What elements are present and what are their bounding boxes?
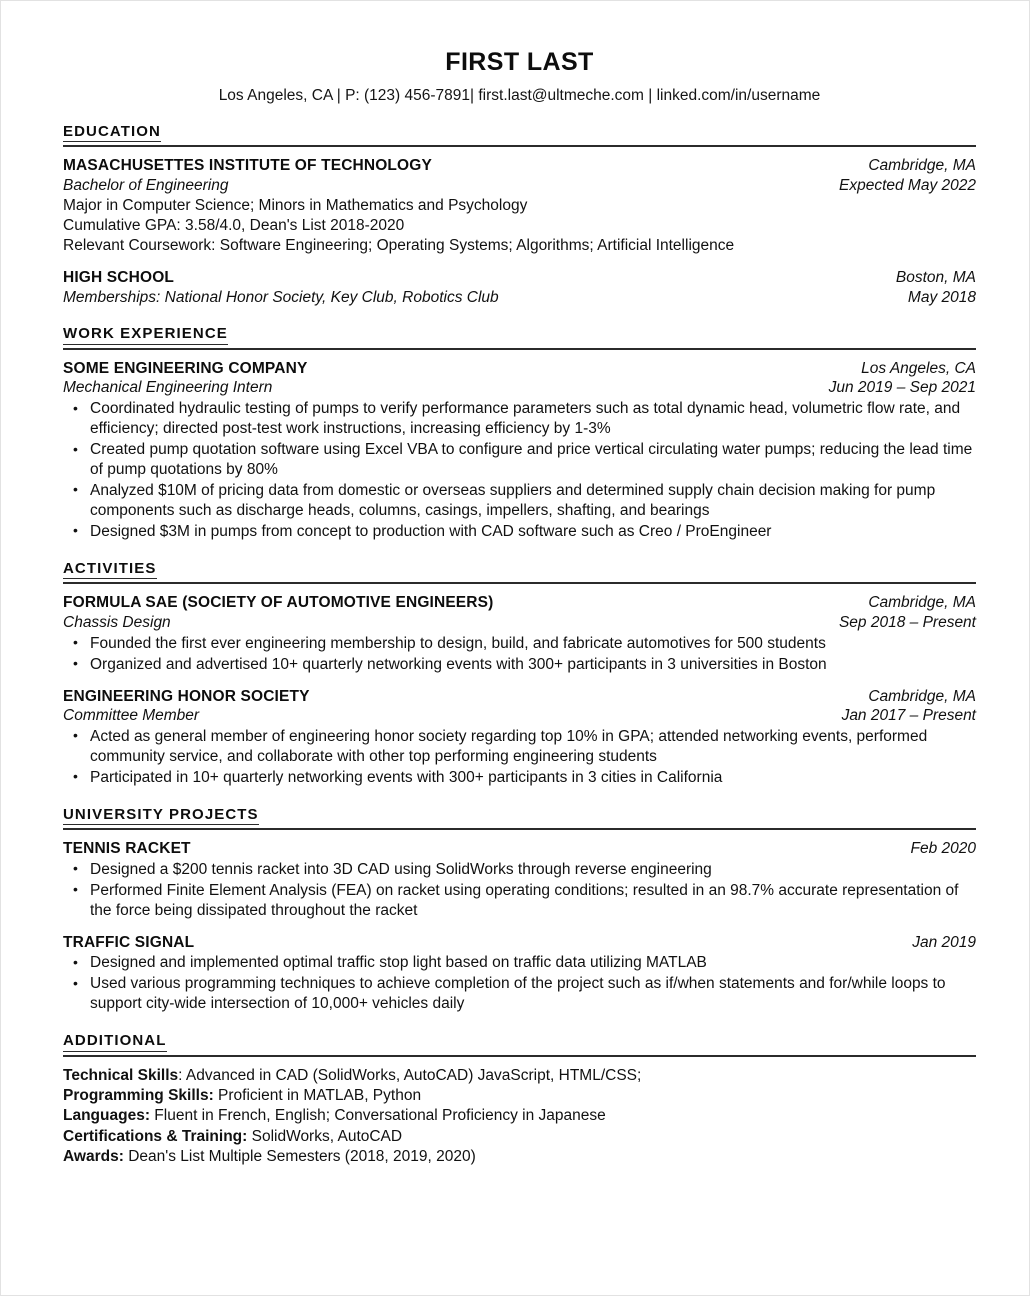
entry-dates: Jun 2019 – Sep 2021 <box>828 379 976 397</box>
entry-header-row <box>63 687 976 707</box>
section-title-activities: ACTIVITIES <box>63 560 157 579</box>
entry-subheader-row <box>63 378 976 398</box>
organization-location: Boston, MA <box>895 269 976 287</box>
organization-location: Los Angeles, CA <box>861 359 976 377</box>
organization-location: Cambridge, MA <box>868 687 976 705</box>
additional-value: SolidWorks, AutoCAD <box>251 1127 403 1145</box>
section-title-university-projects: UNIVERSITY PROJECTS <box>63 806 259 825</box>
entry-subheader-row <box>63 706 976 726</box>
entry-header-row <box>63 268 976 288</box>
section-divider <box>63 1055 976 1057</box>
project-entry <box>63 933 976 1015</box>
list-item: • Designed a $200 tennis racket into 3D CAD using SolidWorks through reverse engineering <box>63 860 976 880</box>
work-entry <box>63 359 976 542</box>
entry-header-row <box>63 593 976 613</box>
project-name: TRAFFIC SIGNAL <box>63 933 195 951</box>
section-title-additional: ADDITIONAL <box>63 1032 167 1051</box>
memberships-line: Memberships: National Honor Society, Key Club, Robotics Club <box>63 288 499 306</box>
organization-location: Cambridge, MA <box>868 594 976 612</box>
activity-role: Committee Member <box>63 707 200 725</box>
additional-separator: : <box>178 1066 186 1084</box>
section-divider <box>63 145 976 147</box>
additional-list <box>63 1066 976 1168</box>
additional-row <box>63 1066 976 1086</box>
organization-name: FORMULA SAE (SOCIETY OF AUTOMOTIVE ENGINEERS) <box>63 594 494 612</box>
list-item: • Organized and advertised 10+ quarterly networking events with 300+ participants in 3 universities in Boston <box>63 655 976 675</box>
list-item: • Founded the first ever engineering membership to design, build, and fabricate automotives for 500 students <box>63 634 976 654</box>
organization-name: HIGH SCHOOL <box>63 269 175 287</box>
list-item: • Performed Finite Element Analysis (FEA) on racket using operating conditions; resulted in an 98.7% accurate representation of the force being dissipated throughout the racket <box>63 881 976 921</box>
section-work-experience <box>63 325 976 541</box>
bullet-list <box>63 953 976 1014</box>
additional-row <box>63 1127 976 1147</box>
additional-value: Proficient in MATLAB, Python <box>218 1087 422 1104</box>
education-detail-line: Relevant Coursework: Software Engineering; Operating Systems; Algorithms; Artificial Intelligence <box>63 236 735 254</box>
job-title: Mechanical Engineering Intern <box>63 379 273 397</box>
entry-header-row <box>63 933 976 953</box>
additional-label: Programming Skills: <box>63 1087 214 1104</box>
organization-name: SOME ENGINEERING COMPANY <box>63 359 308 377</box>
resume-body <box>63 1 976 1168</box>
activity-entry <box>63 593 976 674</box>
section-university-projects <box>63 806 976 1015</box>
section-title-education: EDUCATION <box>63 123 161 142</box>
education-entry <box>63 156 976 256</box>
entry-dates: Sep 2018 – Present <box>838 613 976 631</box>
activity-entry <box>63 687 976 788</box>
entry-header-row <box>63 839 976 859</box>
section-divider <box>63 348 976 350</box>
bullet-list <box>63 399 976 542</box>
entry-dates: May 2018 <box>907 288 976 306</box>
project-name: TENNIS RACKET <box>63 840 191 858</box>
organization-name: ENGINEERING HONOR SOCIETY <box>63 687 310 705</box>
list-item: • Analyzed $10M of pricing data from domestic or overseas suppliers and determined supply chain decision making for pump components such as discharge heads, columns, casings, impellers, shafting, and bearings <box>63 481 976 521</box>
education-entry <box>63 268 976 307</box>
education-detail-line: Cumulative GPA: 3.58/4.0, Dean's List 2018-2020 <box>63 216 405 234</box>
section-divider <box>63 828 976 830</box>
activity-role: Chassis Design <box>63 613 171 631</box>
degree-title: Bachelor of Engineering <box>63 177 229 195</box>
list-item: • Designed and implemented optimal traffic stop light based on traffic data utilizing MATLAB <box>63 953 976 973</box>
additional-label: Languages: <box>63 1107 150 1125</box>
list-item: • Coordinated hydraulic testing of pumps to verify performance parameters such as total dynamic head, volumetric flow rate, and efficiency; directed post-test work instructions, increasing efficiency by 1-3% <box>63 399 976 439</box>
list-item: • Acted as general member of engineering honor society regarding top 10% in GPA; attended networking events, performed community service, and collaborate with other top performing engineering students <box>63 727 976 767</box>
section-divider <box>63 582 976 584</box>
entry-subheader-row <box>63 288 976 308</box>
bullet-list <box>63 727 976 788</box>
page-title: FIRST LAST <box>445 48 594 76</box>
additional-row <box>63 1086 976 1106</box>
entry-dates: Jan 2017 – Present <box>841 707 976 725</box>
section-title-work-experience: WORK EXPERIENCE <box>63 325 228 344</box>
organization-location: Cambridge, MA <box>868 157 976 175</box>
additional-label: Awards: <box>63 1148 124 1166</box>
section-additional <box>63 1032 976 1168</box>
entry-dates: Expected May 2022 <box>838 177 976 195</box>
additional-value: Dean's List Multiple Semesters (2018, 2019, 2020) <box>128 1148 476 1166</box>
additional-value: Fluent in French, English; Conversational Proficiency in Japanese <box>154 1107 606 1125</box>
organization-name: MASACHUSETTES INSTITUTE OF TECHNOLOGY <box>63 157 432 175</box>
entry-subheader-row <box>63 176 976 196</box>
entry-subheader-row <box>63 613 976 633</box>
additional-label: Certifications & Training: <box>63 1127 248 1145</box>
additional-value: Advanced in CAD (SolidWorks, AutoCAD) JavaScript, HTML/CSS; <box>185 1066 642 1084</box>
bullet-list <box>63 634 976 675</box>
entry-header-row <box>63 156 976 176</box>
section-activities <box>63 560 976 788</box>
entry-dates: Jan 2019 <box>912 933 976 951</box>
bullet-list <box>63 860 976 921</box>
education-detail-line: Major in Computer Science; Minors in Mathematics and Psychology <box>63 196 528 214</box>
entry-dates: Feb 2020 <box>910 840 976 858</box>
list-item: • Created pump quotation software using Excel VBA to configure and price vertical circulating water pumps; reducing the lead time of pump quotations by 80% <box>63 440 976 480</box>
list-item: • Participated in 10+ quarterly networking events with 300+ participants in 3 cities in California <box>63 768 976 788</box>
additional-row <box>63 1147 976 1167</box>
project-entry <box>63 839 976 921</box>
entry-header-row <box>63 359 976 379</box>
additional-label: Technical Skills <box>63 1066 179 1084</box>
list-item: • Designed $3M in pumps from concept to production with CAD software such as Creo / ProEngineer <box>63 522 976 542</box>
contact-line: Los Angeles, CA | P: (123) 456-7891| first.last@ultmeche.com | linked.com/in/username <box>218 86 821 104</box>
list-item: • Used various programming techniques to achieve completion of the project such as if/when statements and for/while loops to support city-wide intersection of 10,000+ vehicles daily <box>63 974 976 1014</box>
section-education <box>63 123 976 307</box>
additional-row <box>63 1106 976 1126</box>
